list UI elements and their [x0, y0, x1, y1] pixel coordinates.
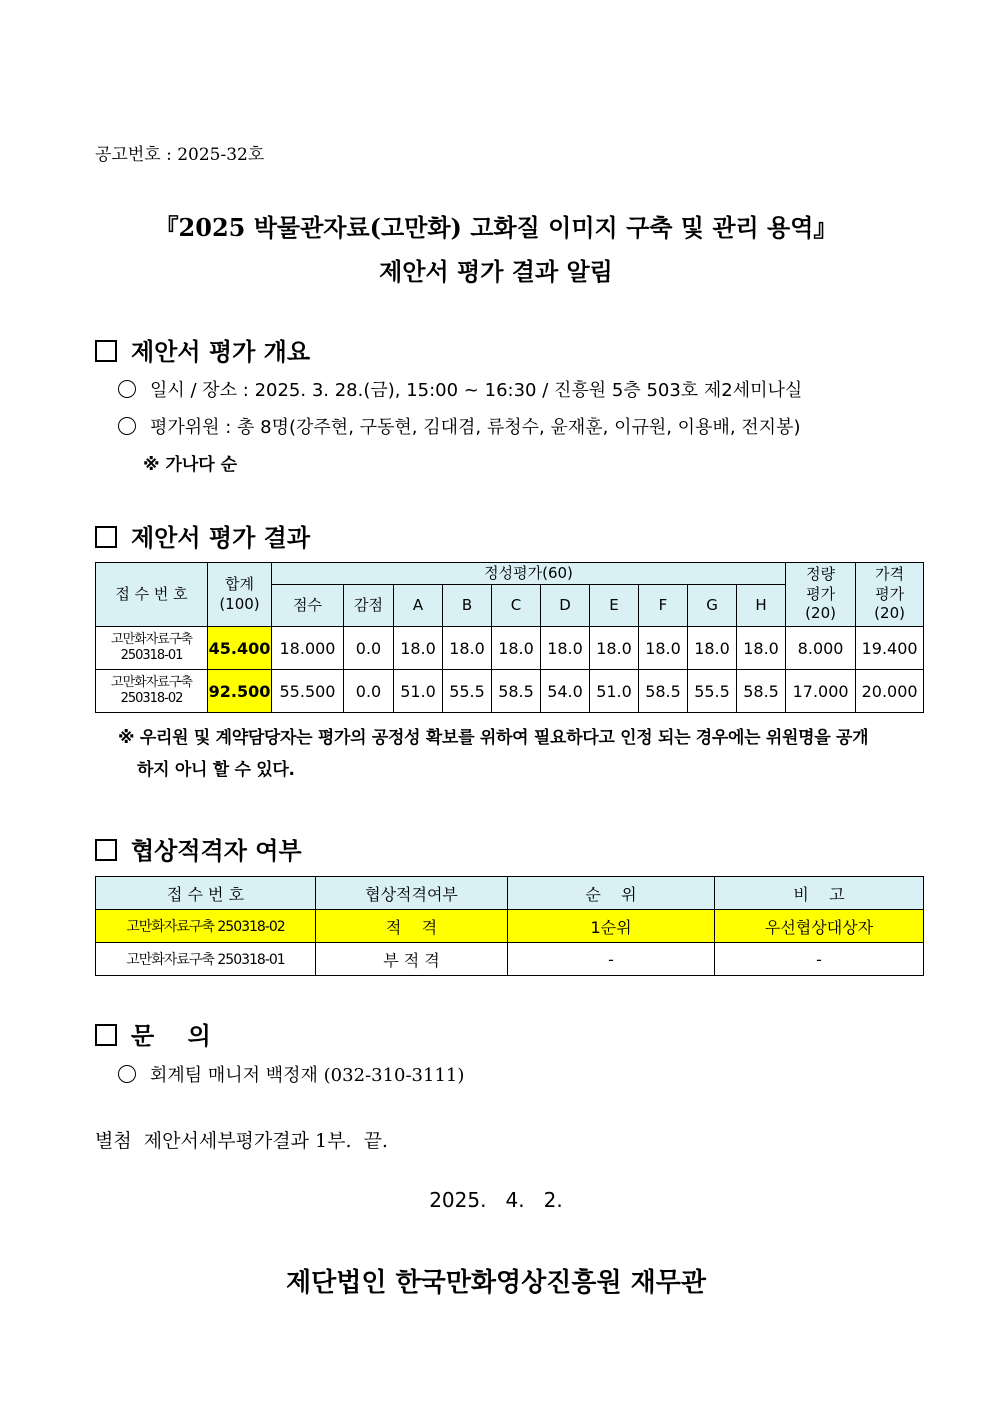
- cell-remark: -: [715, 943, 924, 976]
- header-id: 접 수 번 호: [96, 563, 208, 627]
- section-inquiry-heading: [95, 1016, 211, 1051]
- cell-judge: 18.0: [590, 627, 639, 670]
- disclosure-note-line1: ※ 우리원 및 계약담당자는 평가의 공정성 확보를 위하여 필요하다고 인정 되는 경우에는 위원명을 공개: [118, 728, 869, 748]
- document-title: 『2025 박물관자료(고만화) 고화질 이미지 구축 및 관리 용역』: [154, 213, 838, 242]
- cell-judge: 18.0: [688, 627, 737, 670]
- table-row: [96, 943, 924, 976]
- header-judge-c: C: [492, 585, 541, 627]
- header-remark: 비 고: [715, 877, 924, 910]
- checkbox-square-icon: [95, 1024, 117, 1046]
- cell-id: 고만화자료구축 250318-01: [96, 627, 208, 670]
- header-eligibility: 협상적격여부: [316, 877, 508, 910]
- cell-eligibility: 적 격: [316, 910, 508, 943]
- section-results-title: 제안서 평가 결과: [131, 523, 310, 552]
- header-judge-b: B: [443, 585, 492, 627]
- header-judge-e: E: [590, 585, 639, 627]
- section-eligibility-heading: [95, 831, 302, 866]
- header-total: 합계 (100): [208, 563, 272, 627]
- header-score: 점수: [272, 585, 344, 627]
- disclosure-note-line2: 하지 아니 할 수 있다.: [137, 760, 295, 780]
- header-judge-f: F: [639, 585, 688, 627]
- cell-judge: 18.0: [443, 627, 492, 670]
- cell-judge: 55.5: [443, 670, 492, 713]
- cell-total: 45.400: [208, 627, 272, 670]
- cell-judge: 18.0: [394, 627, 443, 670]
- attachment-note: 별첨 제안서세부평가결과 1부. 끝.: [95, 1130, 388, 1152]
- cell-deduction: 0.0: [344, 627, 394, 670]
- cell-price: 20.000: [856, 670, 924, 713]
- cell-eligibility: 부 적 격: [316, 943, 508, 976]
- table-row: [96, 670, 924, 713]
- evaluators-item: [118, 413, 800, 439]
- evaluators-text: 평가위원 : 총 8명(강주현, 구동현, 김대겸, 류청수, 윤재훈, 이규원, 이용배, 전지봉): [150, 417, 801, 438]
- issue-date: 2025. 4. 2.: [429, 1188, 563, 1212]
- cell-rank: 1순위: [508, 910, 715, 943]
- cell-judge: 51.0: [590, 670, 639, 713]
- cell-judge: 18.0: [541, 627, 590, 670]
- section-eligibility-title: 협상적격자 여부: [131, 836, 302, 865]
- contact-item: [118, 1061, 464, 1087]
- section-inquiry-title: 문 의: [131, 1021, 211, 1050]
- cell-judge: 18.0: [492, 627, 541, 670]
- section-overview-title: 제안서 평가 개요: [131, 337, 310, 366]
- checkbox-square-icon: [95, 340, 117, 362]
- contact-text: 회계팀 매니저 백정재 (032-310-3111): [150, 1065, 465, 1086]
- section-overview-heading: [95, 332, 310, 367]
- schedule-text: 일시 / 장소 : 2025. 3. 28.(금), 15:00 ~ 16:30 / 진흥원 5층 503호 제2세미나실: [150, 380, 803, 401]
- circle-bullet-icon: [118, 380, 136, 398]
- header-qualitative: 정성평가(60): [272, 563, 786, 585]
- cell-judge: 58.5: [639, 670, 688, 713]
- evaluation-results-table: [95, 562, 924, 713]
- table-row: [96, 910, 924, 943]
- circle-bullet-icon: [118, 417, 136, 435]
- order-note: ※ 가나다 순: [143, 455, 238, 475]
- cell-judge: 18.0: [737, 627, 786, 670]
- header-price: 가격 평가 (20): [856, 563, 924, 627]
- cell-id: 고만화자료구축 250318-01: [96, 943, 316, 976]
- checkbox-square-icon: [95, 839, 117, 861]
- cell-judge: 54.0: [541, 670, 590, 713]
- cell-remark: 우선협상대상자: [715, 910, 924, 943]
- table-row: [96, 627, 924, 670]
- cell-deduction: 0.0: [344, 670, 394, 713]
- header-deduction: 감점: [344, 585, 394, 627]
- cell-score: 55.500: [272, 670, 344, 713]
- cell-judge: 58.5: [492, 670, 541, 713]
- header-rank: 순 위: [508, 877, 715, 910]
- cell-id: 고만화자료구축 250318-02: [96, 670, 208, 713]
- header-judge-a: A: [394, 585, 443, 627]
- cell-quantitative: 17.000: [786, 670, 856, 713]
- cell-score: 18.000: [272, 627, 344, 670]
- schedule-item: [118, 376, 802, 402]
- cell-judge: 51.0: [394, 670, 443, 713]
- header-id: 접 수 번 호: [96, 877, 316, 910]
- circle-bullet-icon: [118, 1065, 136, 1083]
- cell-judge: 58.5: [737, 670, 786, 713]
- header-judge-g: G: [688, 585, 737, 627]
- cell-id: 고만화자료구축 250318-02: [96, 910, 316, 943]
- checkbox-square-icon: [95, 526, 117, 548]
- cell-rank: -: [508, 943, 715, 976]
- header-judge-h: H: [737, 585, 786, 627]
- eligibility-table: [95, 876, 924, 976]
- header-quantitative: 정량 평가 (20): [786, 563, 856, 627]
- cell-judge: 18.0: [639, 627, 688, 670]
- section-results-heading: [95, 518, 310, 553]
- cell-price: 19.400: [856, 627, 924, 670]
- document-subtitle: 제안서 평가 결과 알림: [379, 257, 613, 286]
- issuer-signature: 제단법인 한국만화영상진흥원 재무관: [286, 1268, 706, 1298]
- cell-quantitative: 8.000: [786, 627, 856, 670]
- header-judge-d: D: [541, 585, 590, 627]
- notice-number: 공고번호 : 2025-32호: [95, 145, 265, 165]
- cell-judge: 55.5: [688, 670, 737, 713]
- cell-total: 92.500: [208, 670, 272, 713]
